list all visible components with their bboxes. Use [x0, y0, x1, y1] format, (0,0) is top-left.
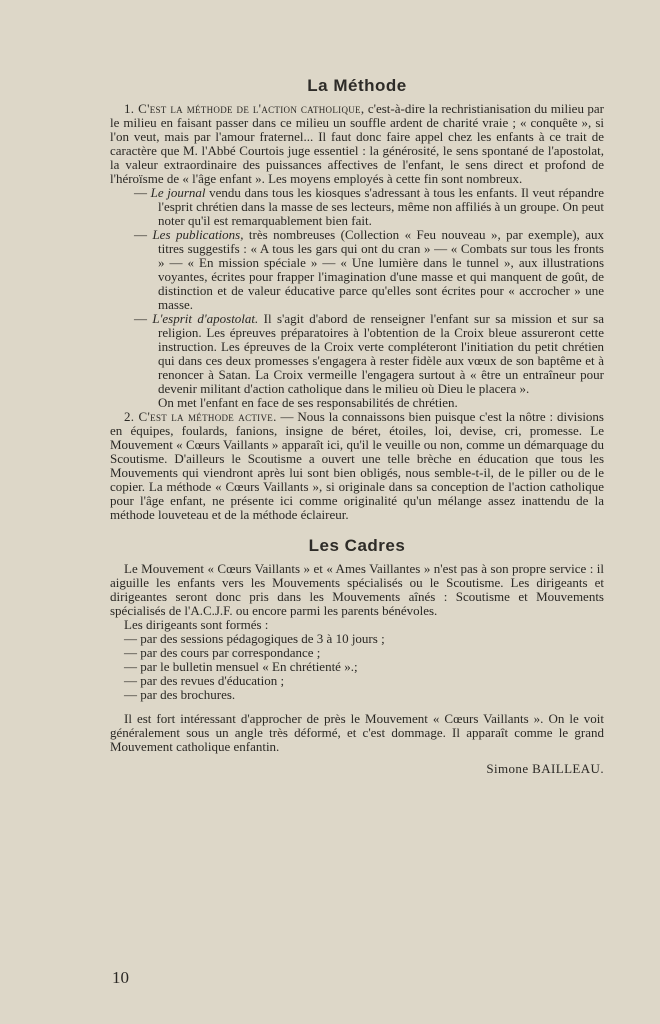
paragraph-2-text: — Nous la connaissons bien puisque c'est la nôtre : divisions en équipes, foulards, fanions, insigne de béret, étoiles, loi, devise, cri, promesse. Le Mouvement « Cœurs Vaillants » apparaît ici, qu'il le veuille ou non, comme un démarquage du Scoutisme. D'ailleurs le Scoutisme a ouvert une telle brèche en éducation que tous les Mouvements qui viendront après lui sont bien obligés, nous semble-t-il, de le piller ou de le copier. La méthode « Cœurs Vaillants », si originale dans sa conception de l'action catholique pour l'âge enfant, ne présente ici comme originalité qu'un mélange assez inattendu de la méthode louveteau et de la méthode éclaireur. — [110, 409, 604, 522]
dash: — — [134, 311, 153, 326]
list-item: — par des brochures. — [124, 687, 236, 702]
paragraph-1 — [110, 102, 604, 186]
esprit-text: Il s'agit d'abord de renseigner l'enfant sur sa mission et sur sa religion. Les épreuves préparatoires à l'obtention de la Croix bleue assureront cette instruction. Les épreuves de la Croix verte compléteront l'initiation du petit chrétien qui dans ces deux promesses s'engagera à rester fidèle aux vœux de son baptême et à renoncer à Satan. La Croix vermeille l'engagera surtout à « être un entraîneur pour devenir militant d'action catholique dans le milieu où Dieu le placera ». — [158, 311, 605, 396]
esprit-label: L'esprit d'apostolat. — [152, 311, 259, 326]
list-item: — par des revues d'éducation ; — [124, 673, 285, 688]
means-item-journal — [134, 185, 604, 228]
paragraph-1-text: c'est-à-dire la rechristianisation du milieu par le milieu en faisant passer dans ce milieu un souffle ardent de charité vraie ; « conquête », si l'on veut, mais par l'amour fraternel... Il faut donc faire appel chez les enfants à ce trait de caractère que M. l'Abbé Courtois juge essentiel : la générosité, le sens spontané de l'apostolat, la valeur extraordinaire des puissances affectives de l'enfant, le sens direct et profond de l'héroïsme de « l'âge enfant ». Les moyens employés à cette fin sont nombreux. — [110, 101, 604, 186]
page-number: 10 — [112, 968, 129, 987]
list-item: — par des sessions pédagogiques de 3 à 10 jours ; — [124, 631, 385, 646]
cadres-paragraph-2: Il est fort intéressant d'approcher de près le Mouvement « Cœurs Vaillants ». On le voit généralement sous un angle très déformé, et c'est dommage. Il apparaît comme le grand Mouvement catholique enfantin. — [110, 711, 604, 754]
publications-label: Les publications, — [152, 227, 244, 242]
paragraph-1-lead: 1. C'est la méthode de l'action catholique, — [124, 101, 365, 116]
training-list — [124, 632, 604, 702]
means-list — [134, 185, 605, 410]
journal-text: vendu dans tous les kiosques s'adressant à tous les enfants. Il veut répandre l'esprit chrétien dans la masse de ses lecteurs, même non affiliés à un groupe. On peut noter qu'il est remarquablement bien fait. — [158, 185, 604, 228]
dash: — — [134, 185, 151, 200]
dash: — — [134, 227, 153, 242]
paragraph-2-lead: 2. C'est la méthode active. — [124, 409, 277, 424]
means-item-esprit — [134, 311, 605, 396]
list-intro: Les dirigeants sont formés : — [124, 617, 269, 632]
list-item: — par des cours par correspondance ; — [124, 645, 321, 660]
esprit-continuation: On met l'enfant en face de ses responsabilités de chrétien. — [158, 395, 458, 410]
page-content — [110, 76, 604, 776]
journal-label: Le journal — [150, 185, 206, 200]
author-signature: Simone BAILLEAU. — [486, 761, 604, 776]
paragraph-2 — [110, 410, 604, 522]
cadres-paragraph-1: Le Mouvement « Cœurs Vaillants » et « Ames Vaillantes » n'est pas à son propre service : il aiguille les enfants vers les Mouvements spécialisés ou le Scoutisme. Les dirigeants et dirigeantes seront donc pris dans les Mouvements aînés : Scoutisme et Mouvements spécialisés de l'A.C.J.F. ou encore parmi les parents bénévoles. — [110, 561, 604, 618]
section-title-cadres: Les Cadres — [308, 536, 406, 555]
publications-text: très nombreuses (Collection « Feu nouveau », par exemple), aux titres suggestifs : « A tous les gars qui ont du cran » — « Combats sur tous les fronts » — « En mission spéciale » — « Une lumière dans le tunnel », aux illustrations voyantes, écrites pour frapper l'imagination d'une masse et qui manquent de goût, de distinction et de valeur éducative parce qu'elles sont écrites pour « accrocher » une masse. — [158, 227, 605, 312]
means-item-publications — [134, 227, 605, 312]
section-title-methode: La Méthode — [307, 76, 407, 95]
list-item: — par le bulletin mensuel « En chrétienté ».; — [124, 659, 358, 674]
